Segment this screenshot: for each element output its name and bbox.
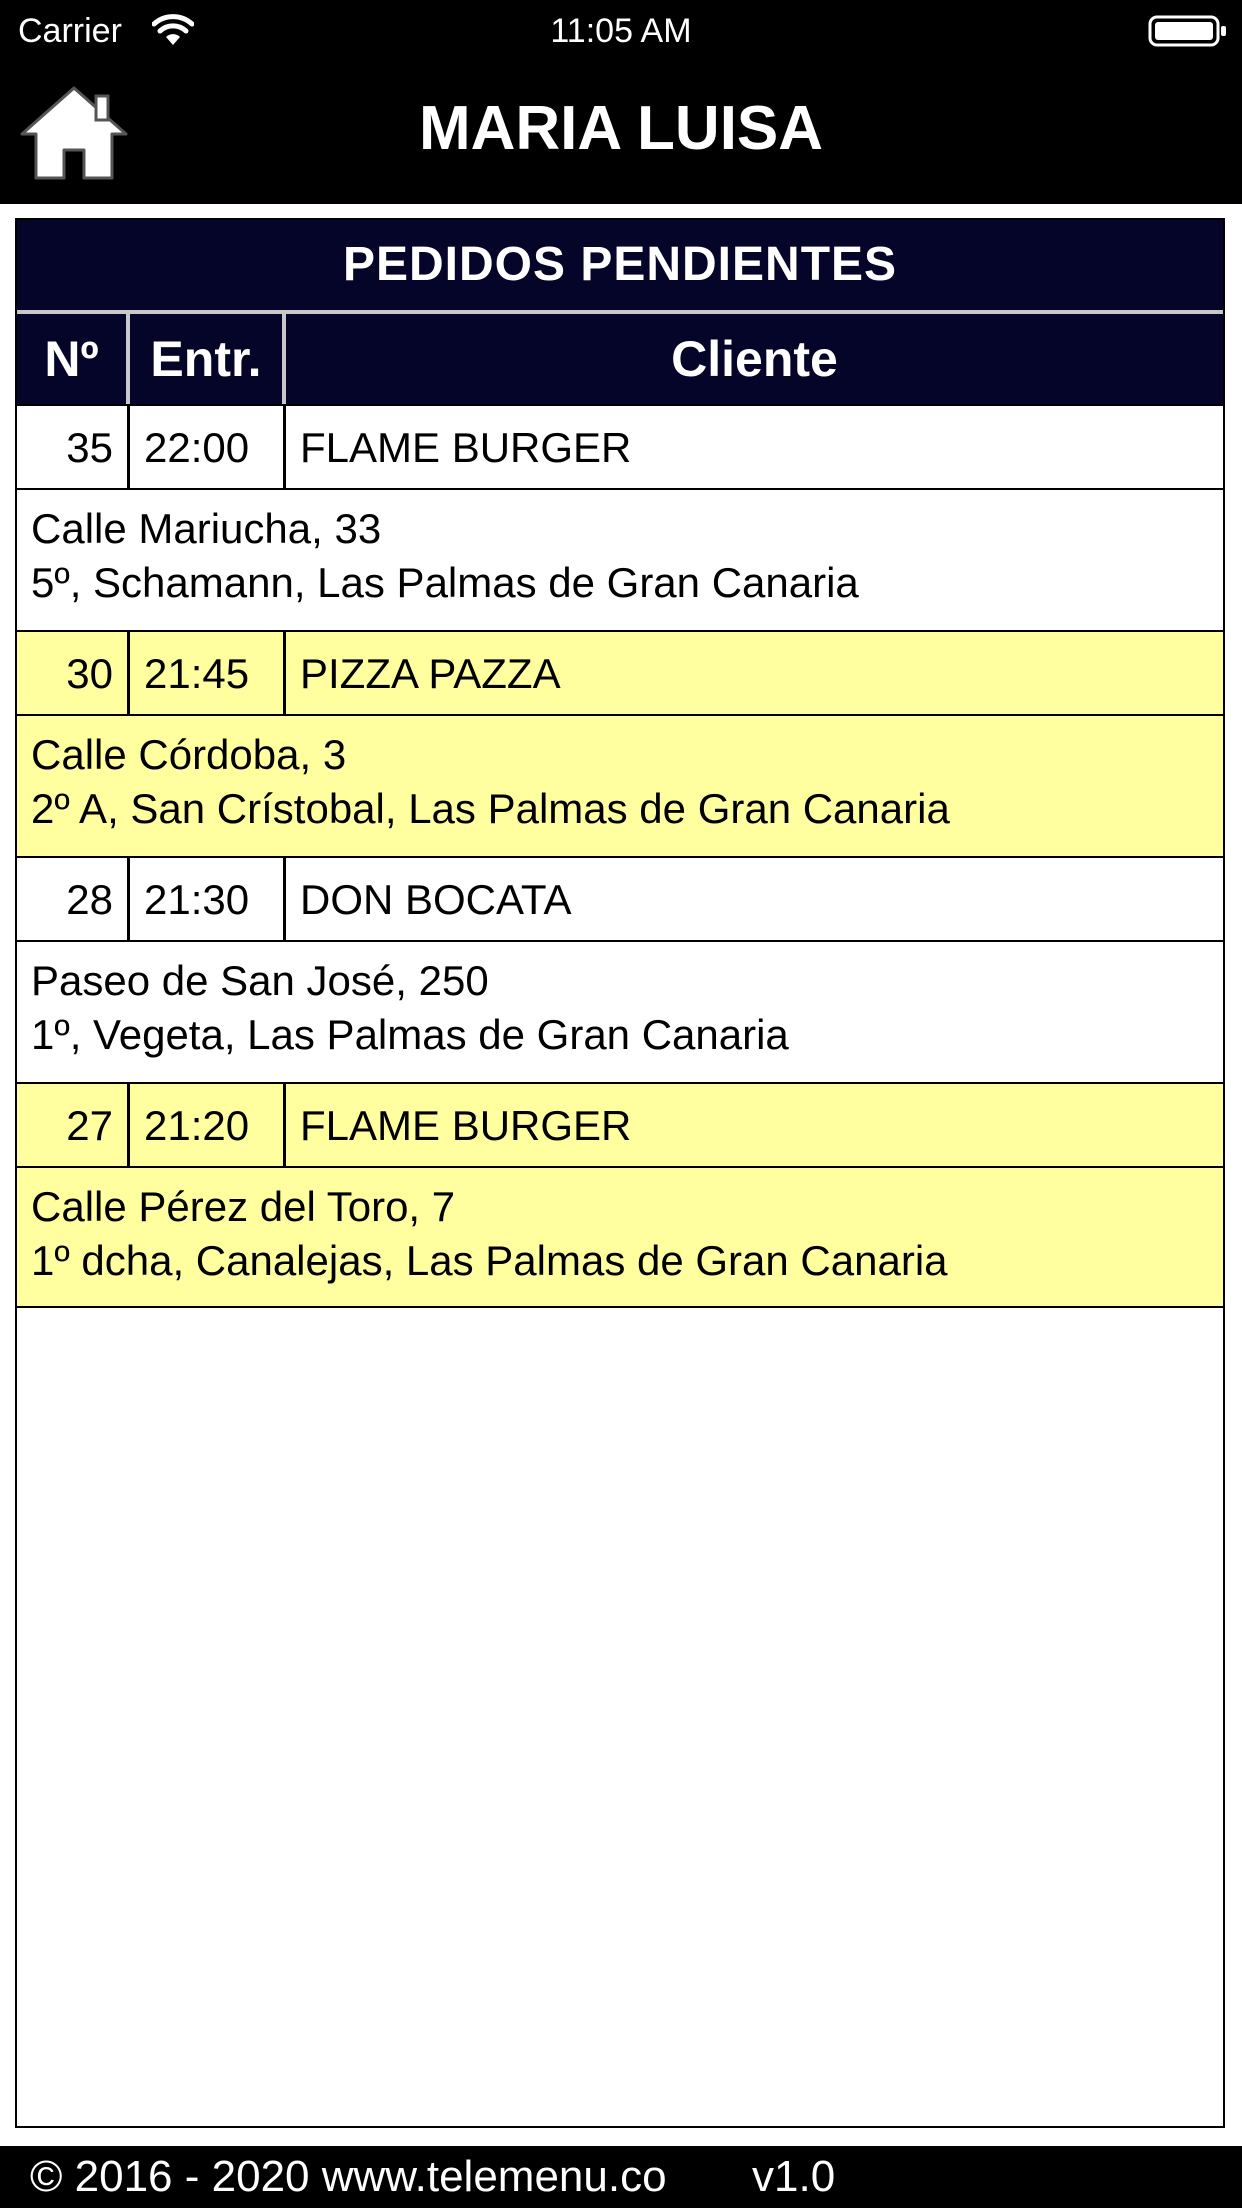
- order-address-line2: 1º, Vegeta, Las Palmas de Gran Canaria: [31, 1011, 789, 1058]
- battery-icon: [1148, 14, 1228, 48]
- order-address-line1: Paseo de San José, 250: [31, 957, 489, 1004]
- nav-bar: [0, 62, 1242, 204]
- order-client: DON BOCATA: [300, 876, 572, 923]
- order-address[interactable]: [17, 940, 1223, 1082]
- order-address-line1: Calle Córdoba, 3: [31, 731, 347, 778]
- column-header-client: Cliente: [671, 331, 838, 387]
- footer-copyright: © 2016 - 2020 www.telemenu.co: [30, 2152, 667, 2201]
- order-summary-row[interactable]: [17, 630, 1223, 714]
- order-address-line1: Calle Mariucha, 33: [31, 505, 382, 552]
- order-delivery-time: 22:00: [130, 406, 286, 488]
- order-address[interactable]: [17, 488, 1223, 630]
- order-client: FLAME BURGER: [300, 1102, 632, 1149]
- footer: [0, 2146, 1242, 2208]
- order-number: 30: [17, 632, 130, 714]
- order-item[interactable]: [17, 856, 1223, 1082]
- order-summary-row[interactable]: [17, 404, 1223, 488]
- status-bar: [0, 0, 1242, 62]
- order-address-line2: 5º, Schamann, Las Palmas de Gran Canaria: [31, 559, 859, 606]
- order-address-line2: 1º dcha, Canalejas, Las Palmas de Gran Canaria: [31, 1237, 948, 1284]
- order-delivery-time: 21:30: [130, 858, 286, 940]
- order-summary-row[interactable]: [17, 856, 1223, 940]
- order-client: PIZZA PAZZA: [300, 650, 561, 697]
- order-client: FLAME BURGER: [300, 424, 632, 471]
- order-address-line1: Calle Pérez del Toro, 7: [31, 1183, 456, 1230]
- column-header-number: Nº: [17, 314, 130, 404]
- table-title: PEDIDOS PENDIENTES: [17, 220, 1223, 314]
- order-address[interactable]: [17, 1166, 1223, 1308]
- order-number: 27: [17, 1084, 130, 1166]
- order-item[interactable]: [17, 630, 1223, 856]
- order-address-line2: 2º A, San Crístobal, Las Palmas de Gran Canaria: [31, 785, 950, 832]
- orders-table: [15, 218, 1225, 2128]
- order-delivery-time: 21:45: [130, 632, 286, 714]
- app-version: v1.0: [752, 2152, 836, 2201]
- column-header-delivery: Entr.: [130, 314, 286, 404]
- order-delivery-time: 21:20: [130, 1084, 286, 1166]
- table-header: [17, 314, 1223, 404]
- order-item[interactable]: [17, 404, 1223, 630]
- order-number: 28: [17, 858, 130, 940]
- page-title: MARIA LUISA: [418, 94, 824, 163]
- order-summary-row[interactable]: [17, 1082, 1223, 1166]
- status-time: 11:05 AM: [550, 12, 692, 50]
- orders-list: [17, 404, 1223, 1308]
- order-item[interactable]: [17, 1082, 1223, 1308]
- order-number: 35: [17, 406, 130, 488]
- order-address[interactable]: [17, 714, 1223, 856]
- carrier-label: Carrier: [18, 12, 122, 50]
